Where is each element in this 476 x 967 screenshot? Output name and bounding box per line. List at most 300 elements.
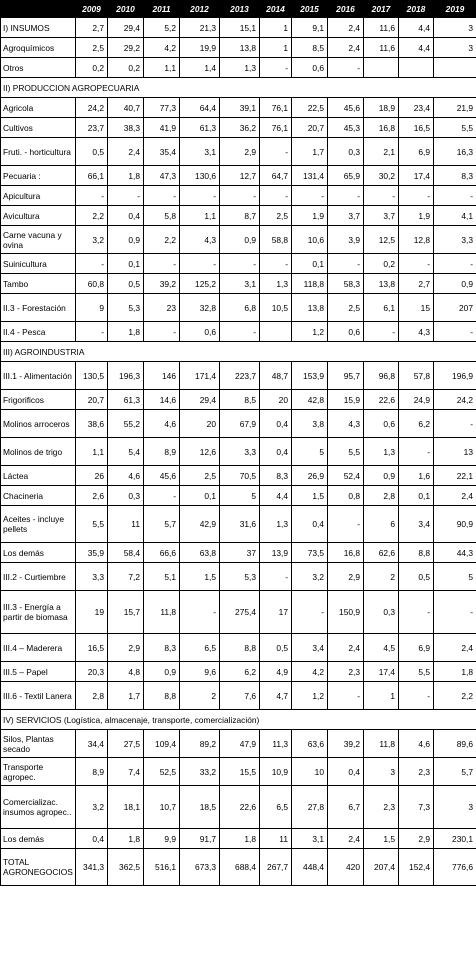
row-label: Suinicultura bbox=[1, 254, 76, 274]
value-cell: 10,5 bbox=[260, 294, 292, 322]
value-cell: 13 bbox=[434, 438, 476, 466]
value-cell: 3,4 bbox=[292, 634, 328, 662]
row-label: Transporte agropec. bbox=[1, 758, 76, 786]
value-cell: 2,9 bbox=[108, 634, 144, 662]
value-cell: 2,4 bbox=[434, 634, 476, 662]
value-cell: 1,8 bbox=[108, 322, 144, 342]
value-cell: - bbox=[328, 254, 364, 274]
table-row bbox=[1, 38, 476, 58]
table-row bbox=[1, 758, 476, 786]
table-row bbox=[1, 730, 476, 758]
row-label: II.3 - Forestación bbox=[1, 294, 76, 322]
value-cell: 2,2 bbox=[434, 682, 476, 710]
value-cell: - bbox=[434, 591, 476, 634]
value-cell: 4,4 bbox=[399, 38, 434, 58]
value-cell: 2,2 bbox=[144, 226, 180, 254]
value-cell: 20 bbox=[260, 390, 292, 410]
table-row bbox=[1, 118, 476, 138]
value-cell: 2,2 bbox=[76, 206, 108, 226]
value-cell: 5,5 bbox=[76, 506, 108, 543]
value-cell: 1,7 bbox=[108, 682, 144, 710]
value-cell: 109,4 bbox=[144, 730, 180, 758]
value-cell: 776,6 bbox=[434, 849, 476, 886]
value-cell: 5 bbox=[434, 563, 476, 591]
value-cell: 3,1 bbox=[220, 274, 260, 294]
value-cell: 22,6 bbox=[364, 390, 399, 410]
value-cell: 4,4 bbox=[399, 18, 434, 38]
value-cell: 1,7 bbox=[292, 138, 328, 166]
value-cell: 30,2 bbox=[364, 166, 399, 186]
value-cell: 13,8 bbox=[364, 274, 399, 294]
section-label: II) PRODUCCION AGROPECUARIA bbox=[1, 78, 476, 98]
value-cell: 3,1 bbox=[292, 829, 328, 849]
value-cell: 0,4 bbox=[260, 438, 292, 466]
value-cell: 4,7 bbox=[260, 682, 292, 710]
value-cell: 20 bbox=[180, 410, 220, 438]
row-label: Carne vacuna y ovina bbox=[1, 226, 76, 254]
table-row bbox=[1, 254, 476, 274]
value-cell: 0,3 bbox=[328, 138, 364, 166]
value-cell: 2,5 bbox=[260, 206, 292, 226]
value-cell: 2,1 bbox=[364, 138, 399, 166]
value-cell: 2,4 bbox=[434, 486, 476, 506]
value-cell: 275,4 bbox=[220, 591, 260, 634]
value-cell: 3 bbox=[434, 18, 476, 38]
value-cell: 19 bbox=[76, 591, 108, 634]
value-cell: 5,4 bbox=[108, 438, 144, 466]
value-cell: 0,6 bbox=[292, 58, 328, 78]
value-cell: 12,7 bbox=[220, 166, 260, 186]
row-label: Los demás bbox=[1, 829, 76, 849]
value-cell: 8,5 bbox=[220, 390, 260, 410]
table-row bbox=[1, 506, 476, 543]
table-row bbox=[1, 662, 476, 682]
value-cell: 2,4 bbox=[328, 829, 364, 849]
value-cell: 4,2 bbox=[292, 662, 328, 682]
value-cell: 0,6 bbox=[328, 322, 364, 342]
value-cell: 62,6 bbox=[364, 543, 399, 563]
value-cell: 89,6 bbox=[434, 730, 476, 758]
value-cell: 73,5 bbox=[292, 543, 328, 563]
year-header: 2015 bbox=[292, 1, 328, 18]
value-cell: 6,9 bbox=[399, 634, 434, 662]
section-label: IV) SERVICIOS (Logística, almacenaje, transporte, comercialización) bbox=[1, 710, 476, 730]
value-cell: 0,3 bbox=[108, 486, 144, 506]
value-cell bbox=[399, 58, 434, 78]
value-cell: 0,5 bbox=[260, 634, 292, 662]
value-cell: 6,5 bbox=[180, 634, 220, 662]
row-label: Tambo bbox=[1, 274, 76, 294]
value-cell: 39,1 bbox=[220, 98, 260, 118]
value-cell: 8,9 bbox=[144, 438, 180, 466]
table-row bbox=[1, 438, 476, 466]
value-cell: 19,9 bbox=[180, 38, 220, 58]
value-cell: 14,6 bbox=[144, 390, 180, 410]
table-row bbox=[1, 58, 476, 78]
table-row bbox=[1, 294, 476, 322]
value-cell: 42,8 bbox=[292, 390, 328, 410]
value-cell: - bbox=[292, 186, 328, 206]
value-cell: 7,6 bbox=[220, 682, 260, 710]
value-cell: 1,9 bbox=[399, 206, 434, 226]
value-cell: 52,4 bbox=[328, 466, 364, 486]
value-cell: - bbox=[399, 254, 434, 274]
row-label: Agricola bbox=[1, 98, 76, 118]
value-cell: 2,6 bbox=[76, 486, 108, 506]
table-row bbox=[1, 322, 476, 342]
table-row bbox=[1, 849, 476, 886]
value-cell: 10,9 bbox=[260, 758, 292, 786]
value-cell: 3 bbox=[364, 758, 399, 786]
value-cell: - bbox=[364, 186, 399, 206]
value-cell: 3,3 bbox=[434, 226, 476, 254]
year-header: 2019 bbox=[434, 1, 476, 18]
value-cell: 57,8 bbox=[399, 362, 434, 390]
value-cell: 2 bbox=[180, 682, 220, 710]
value-cell: 95,7 bbox=[328, 362, 364, 390]
value-cell: 13,8 bbox=[292, 294, 328, 322]
row-label: Molinos de trigo bbox=[1, 438, 76, 466]
value-cell: - bbox=[144, 486, 180, 506]
row-label: Avicultura bbox=[1, 206, 76, 226]
value-cell: 61,3 bbox=[180, 118, 220, 138]
value-cell: 17,4 bbox=[364, 662, 399, 682]
value-cell: 6,9 bbox=[399, 138, 434, 166]
value-cell: 0,6 bbox=[180, 322, 220, 342]
value-cell: 223,7 bbox=[220, 362, 260, 390]
value-cell: 52,5 bbox=[144, 758, 180, 786]
row-label: Chacineria bbox=[1, 486, 76, 506]
value-cell: 0,5 bbox=[399, 563, 434, 591]
value-cell: 67,9 bbox=[220, 410, 260, 438]
value-cell: 90,9 bbox=[434, 506, 476, 543]
value-cell: 2,8 bbox=[76, 682, 108, 710]
value-cell: 76,1 bbox=[260, 118, 292, 138]
value-cell: 12,5 bbox=[364, 226, 399, 254]
value-cell: 33,2 bbox=[180, 758, 220, 786]
value-cell: 2,9 bbox=[328, 563, 364, 591]
year-header: 2009 bbox=[76, 1, 108, 18]
value-cell: - bbox=[399, 438, 434, 466]
value-cell: 16,8 bbox=[328, 543, 364, 563]
value-cell: 4,2 bbox=[144, 38, 180, 58]
row-label: Frigorificos bbox=[1, 390, 76, 410]
value-cell: - bbox=[328, 186, 364, 206]
year-header: 2010 bbox=[108, 1, 144, 18]
value-cell: 196,3 bbox=[108, 362, 144, 390]
section-row bbox=[1, 710, 476, 730]
value-cell: 8,5 bbox=[292, 38, 328, 58]
value-cell: 516,1 bbox=[144, 849, 180, 886]
value-cell: 76,1 bbox=[260, 98, 292, 118]
value-cell: - bbox=[144, 254, 180, 274]
value-cell: 6,7 bbox=[328, 786, 364, 829]
row-label: III.4 – Maderera bbox=[1, 634, 76, 662]
value-cell: 24,2 bbox=[76, 98, 108, 118]
value-cell: 8,3 bbox=[434, 166, 476, 186]
value-cell: 15 bbox=[399, 294, 434, 322]
table-row bbox=[1, 274, 476, 294]
year-header: 2014 bbox=[260, 1, 292, 18]
table-row bbox=[1, 18, 476, 38]
row-label: Apicultura bbox=[1, 186, 76, 206]
section-row bbox=[1, 342, 476, 362]
value-cell: - bbox=[434, 322, 476, 342]
value-cell: 89,2 bbox=[180, 730, 220, 758]
value-cell: 1,2 bbox=[292, 682, 328, 710]
value-cell: 8,3 bbox=[260, 466, 292, 486]
value-cell: 3,7 bbox=[328, 206, 364, 226]
value-cell: 22,1 bbox=[434, 466, 476, 486]
value-cell: 15,7 bbox=[108, 591, 144, 634]
value-cell: 9,9 bbox=[144, 829, 180, 849]
value-cell: 55,2 bbox=[108, 410, 144, 438]
value-cell: 1,4 bbox=[180, 58, 220, 78]
value-cell: 63,6 bbox=[292, 730, 328, 758]
value-cell: 18,9 bbox=[364, 98, 399, 118]
table-row bbox=[1, 390, 476, 410]
value-cell: 125,2 bbox=[180, 274, 220, 294]
row-label: Aceites - incluye pellets bbox=[1, 506, 76, 543]
value-cell: 5,5 bbox=[399, 662, 434, 682]
value-cell: 5 bbox=[292, 438, 328, 466]
value-cell: 31,6 bbox=[220, 506, 260, 543]
value-cell: 3,4 bbox=[399, 506, 434, 543]
value-cell: 38,3 bbox=[108, 118, 144, 138]
value-cell: 0,9 bbox=[108, 226, 144, 254]
value-cell: 5,5 bbox=[434, 118, 476, 138]
value-cell: 91,7 bbox=[180, 829, 220, 849]
value-cell: 1 bbox=[364, 682, 399, 710]
value-cell: 0,9 bbox=[220, 226, 260, 254]
value-cell: 65,9 bbox=[328, 166, 364, 186]
value-cell: 1,3 bbox=[364, 438, 399, 466]
value-cell: 0,1 bbox=[108, 254, 144, 274]
value-cell: 11,8 bbox=[364, 730, 399, 758]
value-cell: 47,9 bbox=[220, 730, 260, 758]
value-cell: 230,1 bbox=[434, 829, 476, 849]
value-cell: 1,3 bbox=[260, 506, 292, 543]
value-cell: 9 bbox=[76, 294, 108, 322]
value-cell: 2,8 bbox=[364, 486, 399, 506]
value-cell: 2,4 bbox=[328, 634, 364, 662]
value-cell: 11 bbox=[108, 506, 144, 543]
row-label: II.4 - Pesca bbox=[1, 322, 76, 342]
value-cell: 20,3 bbox=[76, 662, 108, 682]
value-cell: - bbox=[399, 186, 434, 206]
value-cell: 0,4 bbox=[292, 506, 328, 543]
value-cell: 70,5 bbox=[220, 466, 260, 486]
value-cell: 1,1 bbox=[180, 206, 220, 226]
value-cell: 130,5 bbox=[76, 362, 108, 390]
value-cell: 11,6 bbox=[364, 18, 399, 38]
value-cell: 5,5 bbox=[328, 438, 364, 466]
row-label: TOTAL AGRONEGOCIOS bbox=[1, 849, 76, 886]
value-cell: 66,1 bbox=[76, 166, 108, 186]
value-cell: 0,4 bbox=[328, 758, 364, 786]
value-cell: - bbox=[434, 186, 476, 206]
value-cell: 2 bbox=[364, 563, 399, 591]
row-label: Los demás bbox=[1, 543, 76, 563]
value-cell: 6,1 bbox=[364, 294, 399, 322]
value-cell: 23,7 bbox=[76, 118, 108, 138]
year-header: 2013 bbox=[220, 1, 260, 18]
value-cell: 3,2 bbox=[76, 226, 108, 254]
value-cell: 196,9 bbox=[434, 362, 476, 390]
value-cell: 2,4 bbox=[328, 38, 364, 58]
value-cell: 341,3 bbox=[76, 849, 108, 886]
value-cell: 5,3 bbox=[220, 563, 260, 591]
value-cell: 1,8 bbox=[434, 662, 476, 682]
value-cell: 2,9 bbox=[399, 829, 434, 849]
value-cell: 0,4 bbox=[76, 829, 108, 849]
row-label: III.6 - Textil Lanera bbox=[1, 682, 76, 710]
value-cell: 2,7 bbox=[76, 18, 108, 38]
value-cell: - bbox=[260, 186, 292, 206]
value-cell: - bbox=[260, 138, 292, 166]
value-cell: - bbox=[180, 254, 220, 274]
value-cell: - bbox=[180, 591, 220, 634]
value-cell: 420 bbox=[328, 849, 364, 886]
row-label: Otros bbox=[1, 58, 76, 78]
value-cell: 0,9 bbox=[434, 274, 476, 294]
value-cell: 27,5 bbox=[108, 730, 144, 758]
section-label: III) AGROINDUSTRIA bbox=[1, 342, 476, 362]
value-cell: 1,3 bbox=[260, 274, 292, 294]
row-label: Fruti. - horticultura bbox=[1, 138, 76, 166]
table-row bbox=[1, 226, 476, 254]
value-cell: 7,3 bbox=[399, 786, 434, 829]
value-cell: 3,7 bbox=[364, 206, 399, 226]
value-cell: 5 bbox=[220, 486, 260, 506]
value-cell: 7,4 bbox=[108, 758, 144, 786]
value-cell: 1,6 bbox=[399, 466, 434, 486]
value-cell: 13,8 bbox=[220, 38, 260, 58]
value-cell: 10,7 bbox=[144, 786, 180, 829]
year-header: 2017 bbox=[364, 1, 399, 18]
value-cell: 36,2 bbox=[220, 118, 260, 138]
value-cell: 6,5 bbox=[260, 786, 292, 829]
value-cell: 26 bbox=[76, 466, 108, 486]
value-cell: 29,2 bbox=[108, 38, 144, 58]
value-cell: 11 bbox=[260, 829, 292, 849]
value-cell: 0,6 bbox=[364, 410, 399, 438]
table-row bbox=[1, 634, 476, 662]
year-header: 2016 bbox=[328, 1, 364, 18]
value-cell: 17,4 bbox=[399, 166, 434, 186]
value-cell: 2,5 bbox=[180, 466, 220, 486]
value-cell: 66,6 bbox=[144, 543, 180, 563]
value-cell: 23,4 bbox=[399, 98, 434, 118]
value-cell: 5,2 bbox=[144, 18, 180, 38]
value-cell: 13,9 bbox=[260, 543, 292, 563]
value-cell: - bbox=[328, 682, 364, 710]
value-cell: 4,9 bbox=[260, 662, 292, 682]
value-cell: - bbox=[328, 58, 364, 78]
table-row bbox=[1, 362, 476, 390]
value-cell: 8,8 bbox=[144, 682, 180, 710]
value-cell: 1,5 bbox=[292, 486, 328, 506]
value-cell: 5,3 bbox=[108, 294, 144, 322]
value-cell: 10 bbox=[292, 758, 328, 786]
header-row bbox=[1, 1, 476, 18]
value-cell bbox=[364, 58, 399, 78]
value-cell: 1,9 bbox=[292, 206, 328, 226]
value-cell: 29,4 bbox=[180, 390, 220, 410]
value-cell: 44,3 bbox=[434, 543, 476, 563]
value-cell: 2,9 bbox=[220, 138, 260, 166]
value-cell: 20,7 bbox=[292, 118, 328, 138]
value-cell: 2,7 bbox=[399, 274, 434, 294]
value-cell: 6,2 bbox=[220, 662, 260, 682]
value-cell: 45,3 bbox=[328, 118, 364, 138]
value-cell: 15,5 bbox=[220, 758, 260, 786]
value-cell: 64,4 bbox=[180, 98, 220, 118]
value-cell: 29,4 bbox=[108, 18, 144, 38]
value-cell: 2,4 bbox=[108, 138, 144, 166]
value-cell: 45,6 bbox=[328, 98, 364, 118]
row-label: Agroquímicos bbox=[1, 38, 76, 58]
value-cell: - bbox=[108, 186, 144, 206]
value-cell: 18,1 bbox=[108, 786, 144, 829]
value-cell: 0,1 bbox=[292, 254, 328, 274]
value-cell: 1,8 bbox=[108, 829, 144, 849]
value-cell: 0,9 bbox=[144, 662, 180, 682]
value-cell: 1,1 bbox=[76, 438, 108, 466]
value-cell: - bbox=[260, 563, 292, 591]
value-cell: 3 bbox=[434, 786, 476, 829]
value-cell: 10,6 bbox=[292, 226, 328, 254]
value-cell: 8,9 bbox=[76, 758, 108, 786]
row-label: Pecuaria : bbox=[1, 166, 76, 186]
value-cell: 688,4 bbox=[220, 849, 260, 886]
value-cell: - bbox=[144, 186, 180, 206]
header-label-cell bbox=[1, 1, 76, 18]
row-label: III.2 - Curtiembre bbox=[1, 563, 76, 591]
row-label: Molinos arroceros bbox=[1, 410, 76, 438]
value-cell: 3,3 bbox=[220, 438, 260, 466]
value-cell: 4,8 bbox=[108, 662, 144, 682]
value-cell: 152,4 bbox=[399, 849, 434, 886]
value-cell: 11,3 bbox=[260, 730, 292, 758]
value-cell: 3,1 bbox=[180, 138, 220, 166]
section-row bbox=[1, 78, 476, 98]
row-label: Cultivos bbox=[1, 118, 76, 138]
table-row bbox=[1, 138, 476, 166]
value-cell: 4,3 bbox=[328, 410, 364, 438]
value-cell: 22,5 bbox=[292, 98, 328, 118]
value-cell: 0,2 bbox=[76, 58, 108, 78]
value-cell: 4,6 bbox=[144, 410, 180, 438]
value-cell: 21,3 bbox=[180, 18, 220, 38]
value-cell: 3 bbox=[434, 38, 476, 58]
value-cell: 153,9 bbox=[292, 362, 328, 390]
value-cell: 38,6 bbox=[76, 410, 108, 438]
value-cell: 1,8 bbox=[108, 166, 144, 186]
value-cell: 23 bbox=[144, 294, 180, 322]
value-cell: 61,3 bbox=[108, 390, 144, 410]
value-cell: - bbox=[76, 322, 108, 342]
value-cell: 2,3 bbox=[399, 758, 434, 786]
value-cell: 171,4 bbox=[180, 362, 220, 390]
value-cell: 4,1 bbox=[434, 206, 476, 226]
value-cell: 24,2 bbox=[434, 390, 476, 410]
value-cell: 0,8 bbox=[328, 486, 364, 506]
value-cell: 9,1 bbox=[292, 18, 328, 38]
value-cell: 2,3 bbox=[364, 786, 399, 829]
value-cell: 16,8 bbox=[364, 118, 399, 138]
value-cell bbox=[260, 322, 292, 342]
